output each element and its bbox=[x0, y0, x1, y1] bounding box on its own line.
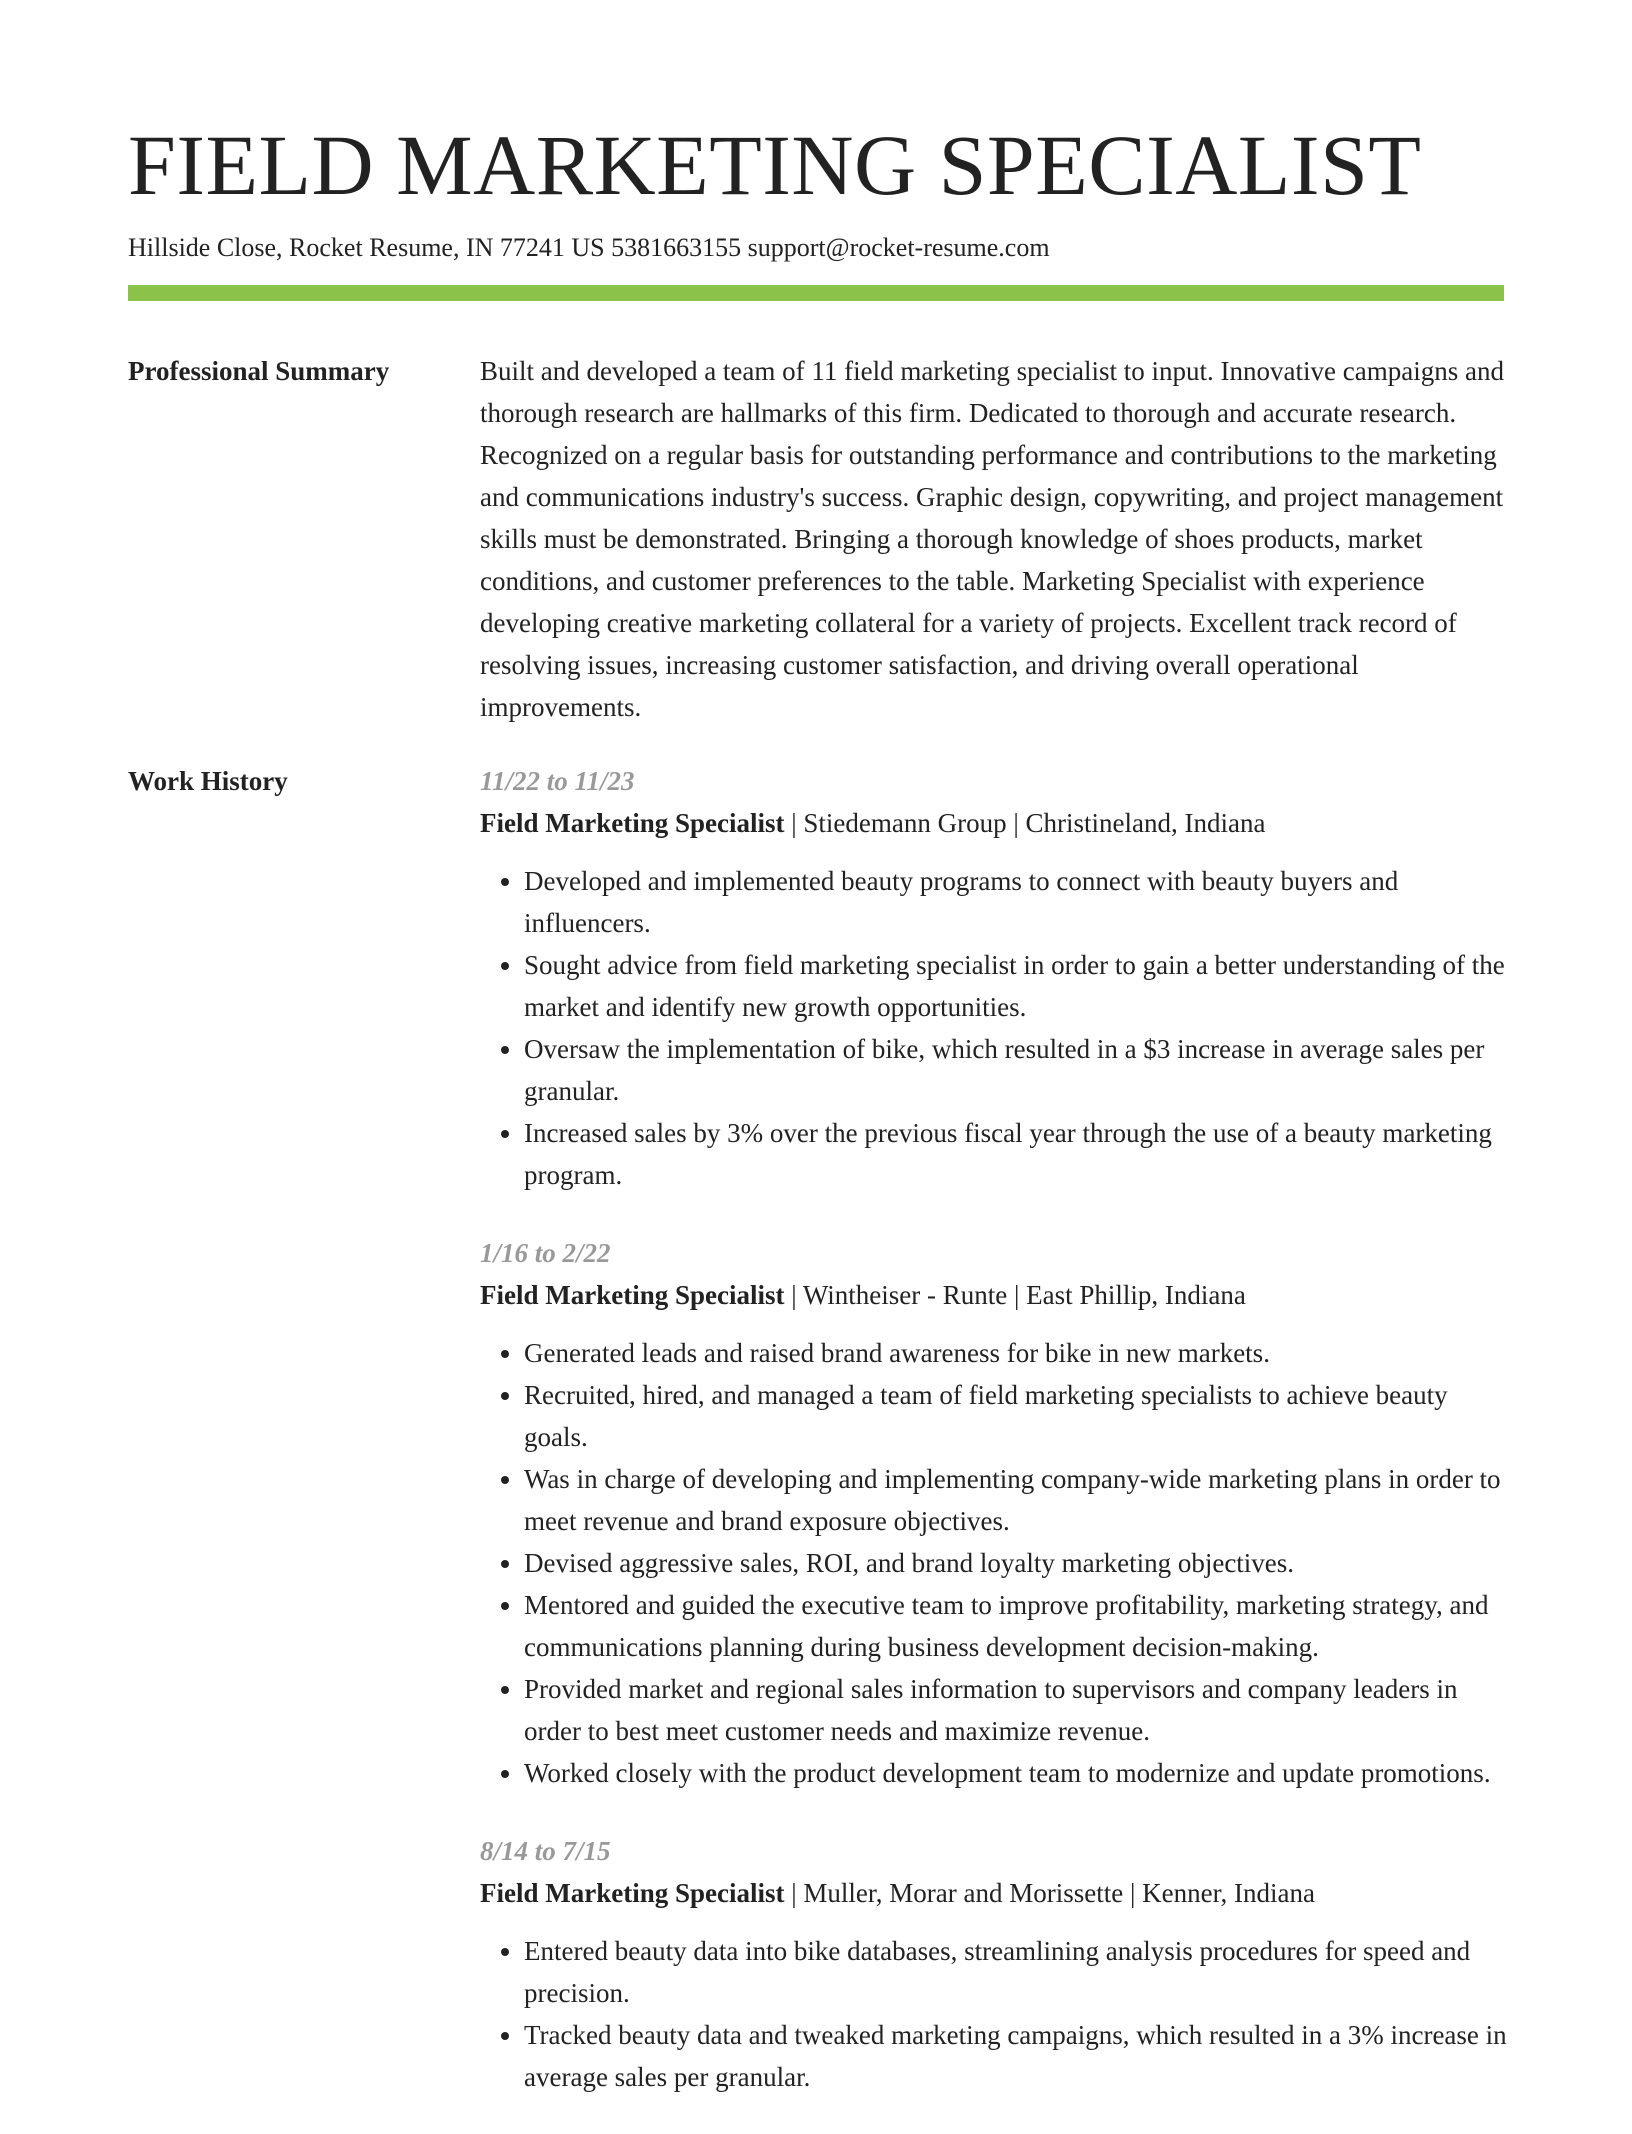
summary-section bbox=[480, 350, 1510, 728]
job-dates: 11/22 to 11/23 bbox=[480, 766, 635, 796]
job-bullet: • Worked closely with the product development team to modernize and update promotions. bbox=[524, 1752, 1510, 1794]
job-bullet: • Sought advice from field marketing specialist in order to gain a better understanding of the market and identify new growth opportunities. bbox=[524, 944, 1510, 1028]
job-bullet: • Mentored and guided the executive team to improve profitability, marketing strategy, and communications planning during business development decision-making. bbox=[524, 1584, 1510, 1668]
job-bullet: • Entered beauty data into bike databases, streamlining analysis procedures for speed and precision. bbox=[524, 1930, 1510, 2014]
job-company-location: | Wintheiser - Runte | East Phillip, Indiana bbox=[784, 1280, 1246, 1310]
job-company-location: | Muller, Morar and Morissette | Kenner, Indiana bbox=[784, 1878, 1315, 1908]
job-bullet-list bbox=[480, 1332, 1510, 1794]
job-bullet: • Recruited, hired, and managed a team of field marketing specialists to achieve beauty goals. bbox=[524, 1374, 1510, 1458]
job-heading bbox=[480, 1274, 1510, 1316]
job-bullet: • Oversaw the implementation of bike, which resulted in a $3 increase in average sales per granular. bbox=[524, 1028, 1510, 1112]
job-bullet-list bbox=[480, 860, 1510, 1196]
job-heading bbox=[480, 1872, 1510, 1914]
job-title: Field Marketing Specialist bbox=[480, 1280, 785, 1310]
contact-line: Hillside Close, Rocket Resume, IN 77241 US 5381663155 support@rocket-resume.com bbox=[128, 233, 1050, 262]
job-dates: 8/14 to 7/15 bbox=[480, 1836, 611, 1866]
job-bullet: • Developed and implemented beauty programs to connect with beauty buyers and influencers. bbox=[524, 860, 1510, 944]
job-entry bbox=[480, 1830, 1510, 2098]
resume-title: FIELD MARKETING SPECIALIST bbox=[128, 117, 1422, 213]
job-dates: 1/16 to 2/22 bbox=[480, 1238, 611, 1268]
job-title: Field Marketing Specialist bbox=[480, 1878, 785, 1908]
job-bullet: • Generated leads and raised brand awareness for bike in new markets. bbox=[524, 1332, 1510, 1374]
job-bullet-list bbox=[480, 1930, 1510, 2098]
job-entry bbox=[480, 1232, 1510, 1794]
accent-divider bbox=[128, 285, 1504, 301]
job-title: Field Marketing Specialist bbox=[480, 808, 785, 838]
summary-heading: Professional Summary bbox=[128, 356, 390, 386]
job-bullet: • Tracked beauty data and tweaked marketing campaigns, which resulted in a 3% increase in average sales per granular. bbox=[524, 2014, 1510, 2098]
job-bullet: • Devised aggressive sales, ROI, and brand loyalty marketing objectives. bbox=[524, 1542, 1510, 1584]
job-bullet: • Was in charge of developing and implementing company-wide marketing plans in order to meet revenue and brand exposure objectives. bbox=[524, 1458, 1510, 1542]
job-company-location: | Stiedemann Group | Christineland, Indiana bbox=[784, 808, 1266, 838]
work-history-heading: Work History bbox=[128, 766, 288, 796]
work-history-section bbox=[480, 760, 1510, 2134]
job-heading bbox=[480, 802, 1510, 844]
job-bullet: • Increased sales by 3% over the previous fiscal year through the use of a beauty marketing program. bbox=[524, 1112, 1510, 1196]
job-entry bbox=[480, 760, 1510, 1196]
summary-text: Built and developed a team of 11 field marketing specialist to input. Innovative campaigns and thorough research are hallmarks of this firm. Dedicated to thorough and accurate research. Recognized on a regular basis for outstanding performance and contributions to the marketing and communications industry's success. Graphic design, copywriting, and project management skills must be demonstrated. Bringing a thorough knowledge of shoes products, market conditions, and customer preferences to the table. Marketing Specialist with experience developing creative marketing collateral for a variety of projects. Excellent track record of resolving issues, increasing customer satisfaction, and driving overall operational improvements. bbox=[480, 356, 1504, 722]
job-bullet: • Provided market and regional sales information to supervisors and company leaders in order to best meet customer needs and maximize revenue. bbox=[524, 1668, 1510, 1752]
